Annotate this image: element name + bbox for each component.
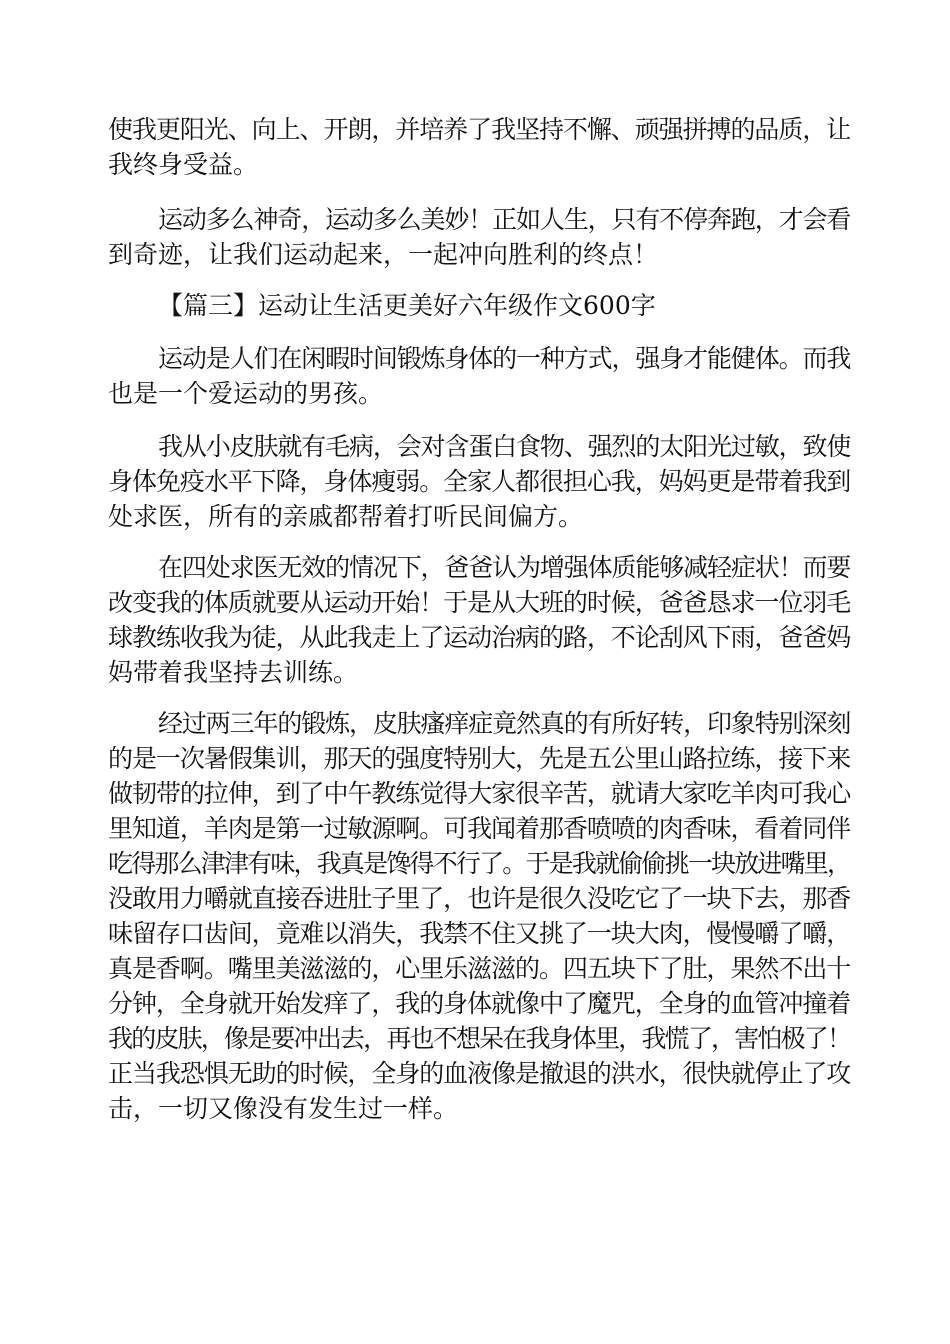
paragraph-line: 运动多么神奇，运动多么美妙！正如人生，只有不停奔跑，才会看 bbox=[158, 205, 850, 234]
paragraph-line: 处求医，所有的亲戚都帮着打听民间偏方。 bbox=[108, 502, 584, 531]
paragraph-line: 分钟，全身就开始发痒了，我的身体就像中了魔咒，全身的血管冲撞着 bbox=[108, 989, 850, 1018]
paragraph-1 bbox=[108, 112, 850, 182]
paragraph-5 bbox=[108, 550, 850, 690]
paragraph-line: 我终身受益。 bbox=[108, 150, 259, 179]
paragraph-line: 到奇迹，让我们运动起来，一起冲向胜利的终点！ bbox=[108, 240, 659, 269]
paragraph-line: 球教练收我为徒，从此我走上了运动治病的路，不论刮风下雨，爸爸妈 bbox=[108, 623, 850, 652]
paragraph-2 bbox=[108, 202, 850, 272]
paragraph-line: 做韧带的拉伸，到了中午教练觉得大家很辛苦，就请大家吃羊肉可我心 bbox=[108, 779, 850, 808]
paragraph-line: 身体免疫水平下降，身体瘦弱。全家人都很担心我，妈妈更是带着我到 bbox=[108, 467, 850, 496]
section-heading bbox=[108, 288, 850, 323]
paragraph-line: 改变我的体质就要从运动开始！于是从大班的时候，爸爸恳求一位羽毛 bbox=[108, 588, 850, 617]
paragraph-4 bbox=[108, 429, 850, 534]
paragraph-6 bbox=[108, 706, 850, 1126]
paragraph-line: 在四处求医无效的情况下，爸爸认为增强体质能够减轻症状！而要 bbox=[158, 553, 850, 582]
paragraph-line: 吃得那么津津有味，我真是馋得不行了。于是我就偷偷挑一块放进嘴里， bbox=[108, 849, 850, 878]
paragraph-line: 也是一个爱运动的男孩。 bbox=[108, 379, 384, 408]
paragraph-line: 使我更阳光、向上、开朗，并培养了我坚持不懈、顽强拼搏的品质，让 bbox=[108, 115, 850, 144]
paragraph-line: 我的皮肤，像是要冲出去，再也不想呆在我身体里，我慌了，害怕极了！ bbox=[108, 1024, 850, 1053]
paragraph-line: 运动是人们在闲暇时间锻炼身体的一种方式，强身才能健体。而我 bbox=[158, 344, 850, 373]
paragraph-line: 正当我恐惧无助的时候，全身的血液像是撤退的洪水，很快就停止了攻 bbox=[108, 1059, 850, 1088]
paragraph-line: 我从小皮肤就有毛病，会对含蛋白食物、强烈的太阳光过敏，致使 bbox=[158, 432, 850, 461]
paragraph-line: 味留存口齿间，竟难以消失，我禁不住又挑了一块大肉，慢慢嚼了嚼， bbox=[108, 919, 850, 948]
paragraph-3 bbox=[108, 341, 850, 411]
paragraph-line: 真是香啊。嘴里美滋滋的，心里乐滋滋的。四五块下了肚，果然不出十 bbox=[108, 954, 850, 983]
paragraph-line: 妈带着我坚持去训练。 bbox=[108, 658, 359, 687]
paragraph-line: 击，一切又像没有发生过一样。 bbox=[108, 1094, 459, 1123]
paragraph-line: 里知道，羊肉是第一过敏源啊。可我闻着那香喷喷的肉香味，看着同伴 bbox=[108, 814, 850, 843]
paragraph-line: 没敢用力嚼就直接吞进肚子里了，也许是很久没吃它了一块下去，那香 bbox=[108, 884, 850, 913]
paragraph-line: 经过两三年的锻炼，皮肤瘙痒症竟然真的有所好转，印象特别深刻 bbox=[158, 709, 850, 738]
section-heading-text: 【篇三】运动让生活更美好六年级作文600字 bbox=[158, 291, 656, 320]
paragraph-line: 的是一次暑假集训，那天的强度特别大，先是五公里山路拉练，接下来 bbox=[108, 744, 850, 773]
